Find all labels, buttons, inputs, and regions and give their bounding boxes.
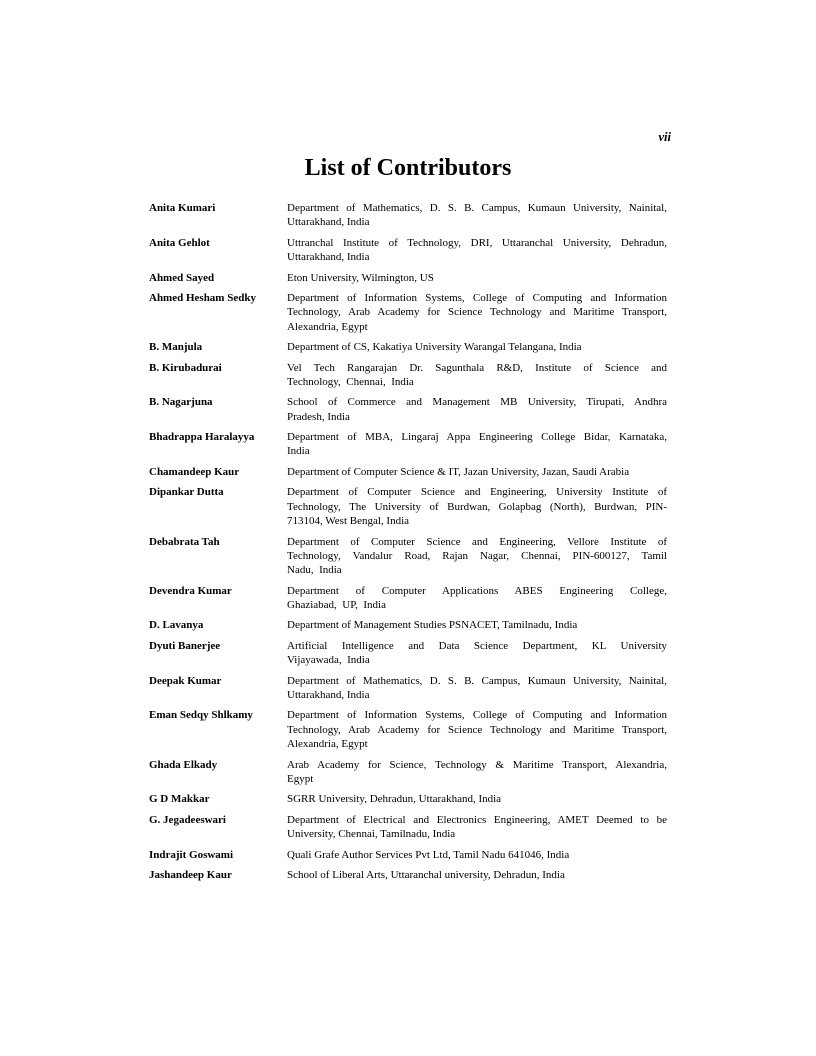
contributor-affiliation	[287, 271, 667, 285]
page-number: vii	[658, 130, 671, 144]
affiliation-line: 713104, West Bengal, India	[287, 515, 410, 528]
contributor-row	[149, 485, 667, 528]
affiliation-line: Department of Information Systems, College of Computing and Information	[287, 292, 667, 305]
contributor-row	[149, 639, 667, 668]
affiliation-line: India	[287, 445, 310, 458]
affiliation-line: Alexandria, Egypt	[287, 738, 368, 751]
contributor-name: Chamandeep Kaur	[149, 465, 240, 478]
affiliation-line: Uttarakhand, India	[287, 216, 370, 229]
contributor-affiliation	[287, 201, 667, 230]
affiliation-line: Vel Tech Rangarajan Dr. Sagunthala R&D, Institute of Science and	[287, 361, 667, 374]
contributor-name: Jashandeep Kaur	[149, 869, 232, 882]
contributor-name: B. Kirubadurai	[149, 361, 222, 374]
affiliation-line: Artificial Intelligence and Data Science Department, KL University	[287, 639, 667, 652]
affiliation-line: Eton University, Wilmington, US	[287, 271, 434, 284]
contributor-row	[149, 201, 667, 230]
contributor-affiliation	[287, 340, 667, 354]
affiliation-line: Department of Computer Applications ABES Engineering College,	[287, 584, 667, 597]
contributor-name: Devendra Kumar	[149, 584, 232, 597]
affiliation-line: Technology, Arab Academy for Science Technology and Maritime Transport,	[287, 723, 667, 736]
affiliation-line: Department of CS, Kakatiya University Warangal Telangana, India	[287, 341, 582, 354]
contributor-name: Deepak Kumar	[149, 674, 222, 687]
affiliation-line: Nadu, India	[287, 564, 342, 577]
contributor-name: Ghada Elkady	[149, 758, 218, 771]
affiliation-line: Ghaziabad, UP, India	[287, 598, 386, 611]
contributor-affiliation	[287, 639, 667, 668]
affiliation-line: Vijayawada, India	[287, 654, 370, 667]
contributor-name: Dyuti Banerjee	[149, 639, 221, 652]
contributor-affiliation	[287, 430, 667, 459]
affiliation-line: SGRR University, Dehradun, Uttarakhand, India	[287, 793, 502, 806]
affiliation-line: Department of Computer Science & IT, Jazan University, Jazan, Saudi Arabia	[287, 465, 630, 478]
contributor-name: Anita Kumari	[149, 202, 216, 214]
contributor-name: G. Jegadeeswari	[149, 813, 226, 826]
contributor-row	[149, 758, 667, 787]
contributor-affiliation	[287, 674, 667, 703]
affiliation-line: Department of MBA, Lingaraj Appa Engineering College Bidar, Karnataka,	[287, 431, 667, 444]
contributor-affiliation	[287, 395, 667, 424]
contributor-affiliation	[287, 813, 667, 842]
affiliation-line: Egypt	[287, 772, 314, 785]
affiliation-line: Uttarakhand, India	[287, 251, 370, 264]
contributor-row	[149, 535, 667, 578]
page-title: List of Contributors	[304, 155, 512, 181]
affiliation-line: School of Liberal Arts, Uttaranchal university, Dehradun, India	[287, 869, 565, 882]
contributor-row	[149, 618, 667, 632]
affiliation-line: Technology, Chennai, India	[287, 375, 414, 388]
contributor-row	[149, 868, 667, 882]
affiliation-line: Technology, The University of Burdwan, Golapbag (North), Burdwan, PIN-	[287, 500, 667, 513]
contributor-name: Debabrata Tah	[149, 535, 220, 548]
contributor-row	[149, 236, 667, 265]
contributor-affiliation	[287, 758, 667, 787]
affiliation-line: School of Commerce and Management MB University, Tirupati, Andhra	[287, 396, 667, 409]
contributor-affiliation	[287, 535, 667, 578]
affiliation-line: Department of Mathematics, D. S. B. Campus, Kumaun University, Nainital,	[287, 202, 667, 214]
affiliation-line: Pradesh, India	[287, 410, 350, 423]
contributor-affiliation	[287, 361, 667, 390]
affiliation-line: Department of Computer Science and Engineering, Vellore Institute of	[287, 535, 667, 548]
contributor-row	[149, 291, 667, 334]
contributor-row	[149, 430, 667, 459]
affiliation-line: Department of Computer Science and Engineering, University Institute of	[287, 486, 667, 499]
contributor-name: Dipankar Dutta	[149, 486, 224, 499]
affiliation-line: Department of Electrical and Electronics Engineering, AMET Deemed to be	[287, 813, 667, 826]
contributor-name: D. Lavanya	[149, 619, 204, 632]
contributor-affiliation	[287, 485, 667, 528]
contributor-affiliation	[287, 708, 667, 751]
contributor-name: Anita Gehlot	[149, 236, 210, 249]
contributor-row	[149, 674, 667, 703]
contributor-name: Eman Sedqy Shlkamy	[149, 709, 253, 722]
contributor-affiliation	[287, 236, 667, 265]
contributor-row	[149, 813, 667, 842]
affiliation-line: Uttranchal Institute of Technology, DRI, Uttaranchal University, Dehradun,	[287, 236, 667, 249]
contributor-name: B. Manjula	[149, 341, 203, 354]
contributor-name: Indrajit Goswami	[149, 848, 234, 861]
contributor-row	[149, 584, 667, 613]
contributor-affiliation	[287, 792, 667, 806]
contributor-name: Ahmed Sayed	[149, 271, 215, 284]
affiliation-line: Technology, Arab Academy for Science Technology and Maritime Transport,	[287, 306, 667, 319]
contributor-name: G D Makkar	[149, 793, 210, 806]
contributor-row	[149, 271, 667, 285]
contributor-name: Bhadrappa Haralayya	[149, 431, 255, 444]
affiliation-line: Technology, Vandalur Road, Rajan Nagar, Chennai, PIN-600127, Tamil	[287, 549, 667, 562]
contributor-affiliation	[287, 465, 667, 479]
contributor-name: B. Nagarjuna	[149, 396, 213, 409]
contributor-affiliation	[287, 618, 667, 632]
affiliation-line: Arab Academy for Science, Technology & Maritime Transport, Alexandria,	[287, 758, 667, 771]
contributor-affiliation	[287, 584, 667, 613]
affiliation-line: Department of Information Systems, College of Computing and Information	[287, 709, 667, 722]
affiliation-line: University, Chennai, Tamilnadu, India	[287, 828, 456, 841]
contributor-row	[149, 395, 667, 424]
contributor-name: Ahmed Hesham Sedky	[149, 292, 256, 305]
contributor-affiliation	[287, 848, 667, 862]
contributor-row	[149, 465, 667, 479]
contributor-row	[149, 848, 667, 862]
contributor-row	[149, 792, 667, 806]
contributor-row	[149, 708, 667, 751]
affiliation-line: Department of Mathematics, D. S. B. Campus, Kumaun University, Nainital,	[287, 674, 667, 687]
contributor-row	[149, 340, 667, 354]
contributor-affiliation	[287, 868, 667, 882]
affiliation-line: Department of Management Studies PSNACET, Tamilnadu, India	[287, 619, 578, 632]
contributors-list	[149, 201, 667, 889]
contributor-affiliation	[287, 291, 667, 334]
affiliation-line: Uttarakhand, India	[287, 688, 370, 701]
affiliation-line: Alexandria, Egypt	[287, 320, 368, 333]
contributor-row	[149, 361, 667, 390]
affiliation-line: Quali Grafe Author Services Pvt Ltd, Tamil Nadu 641046, India	[287, 848, 570, 861]
